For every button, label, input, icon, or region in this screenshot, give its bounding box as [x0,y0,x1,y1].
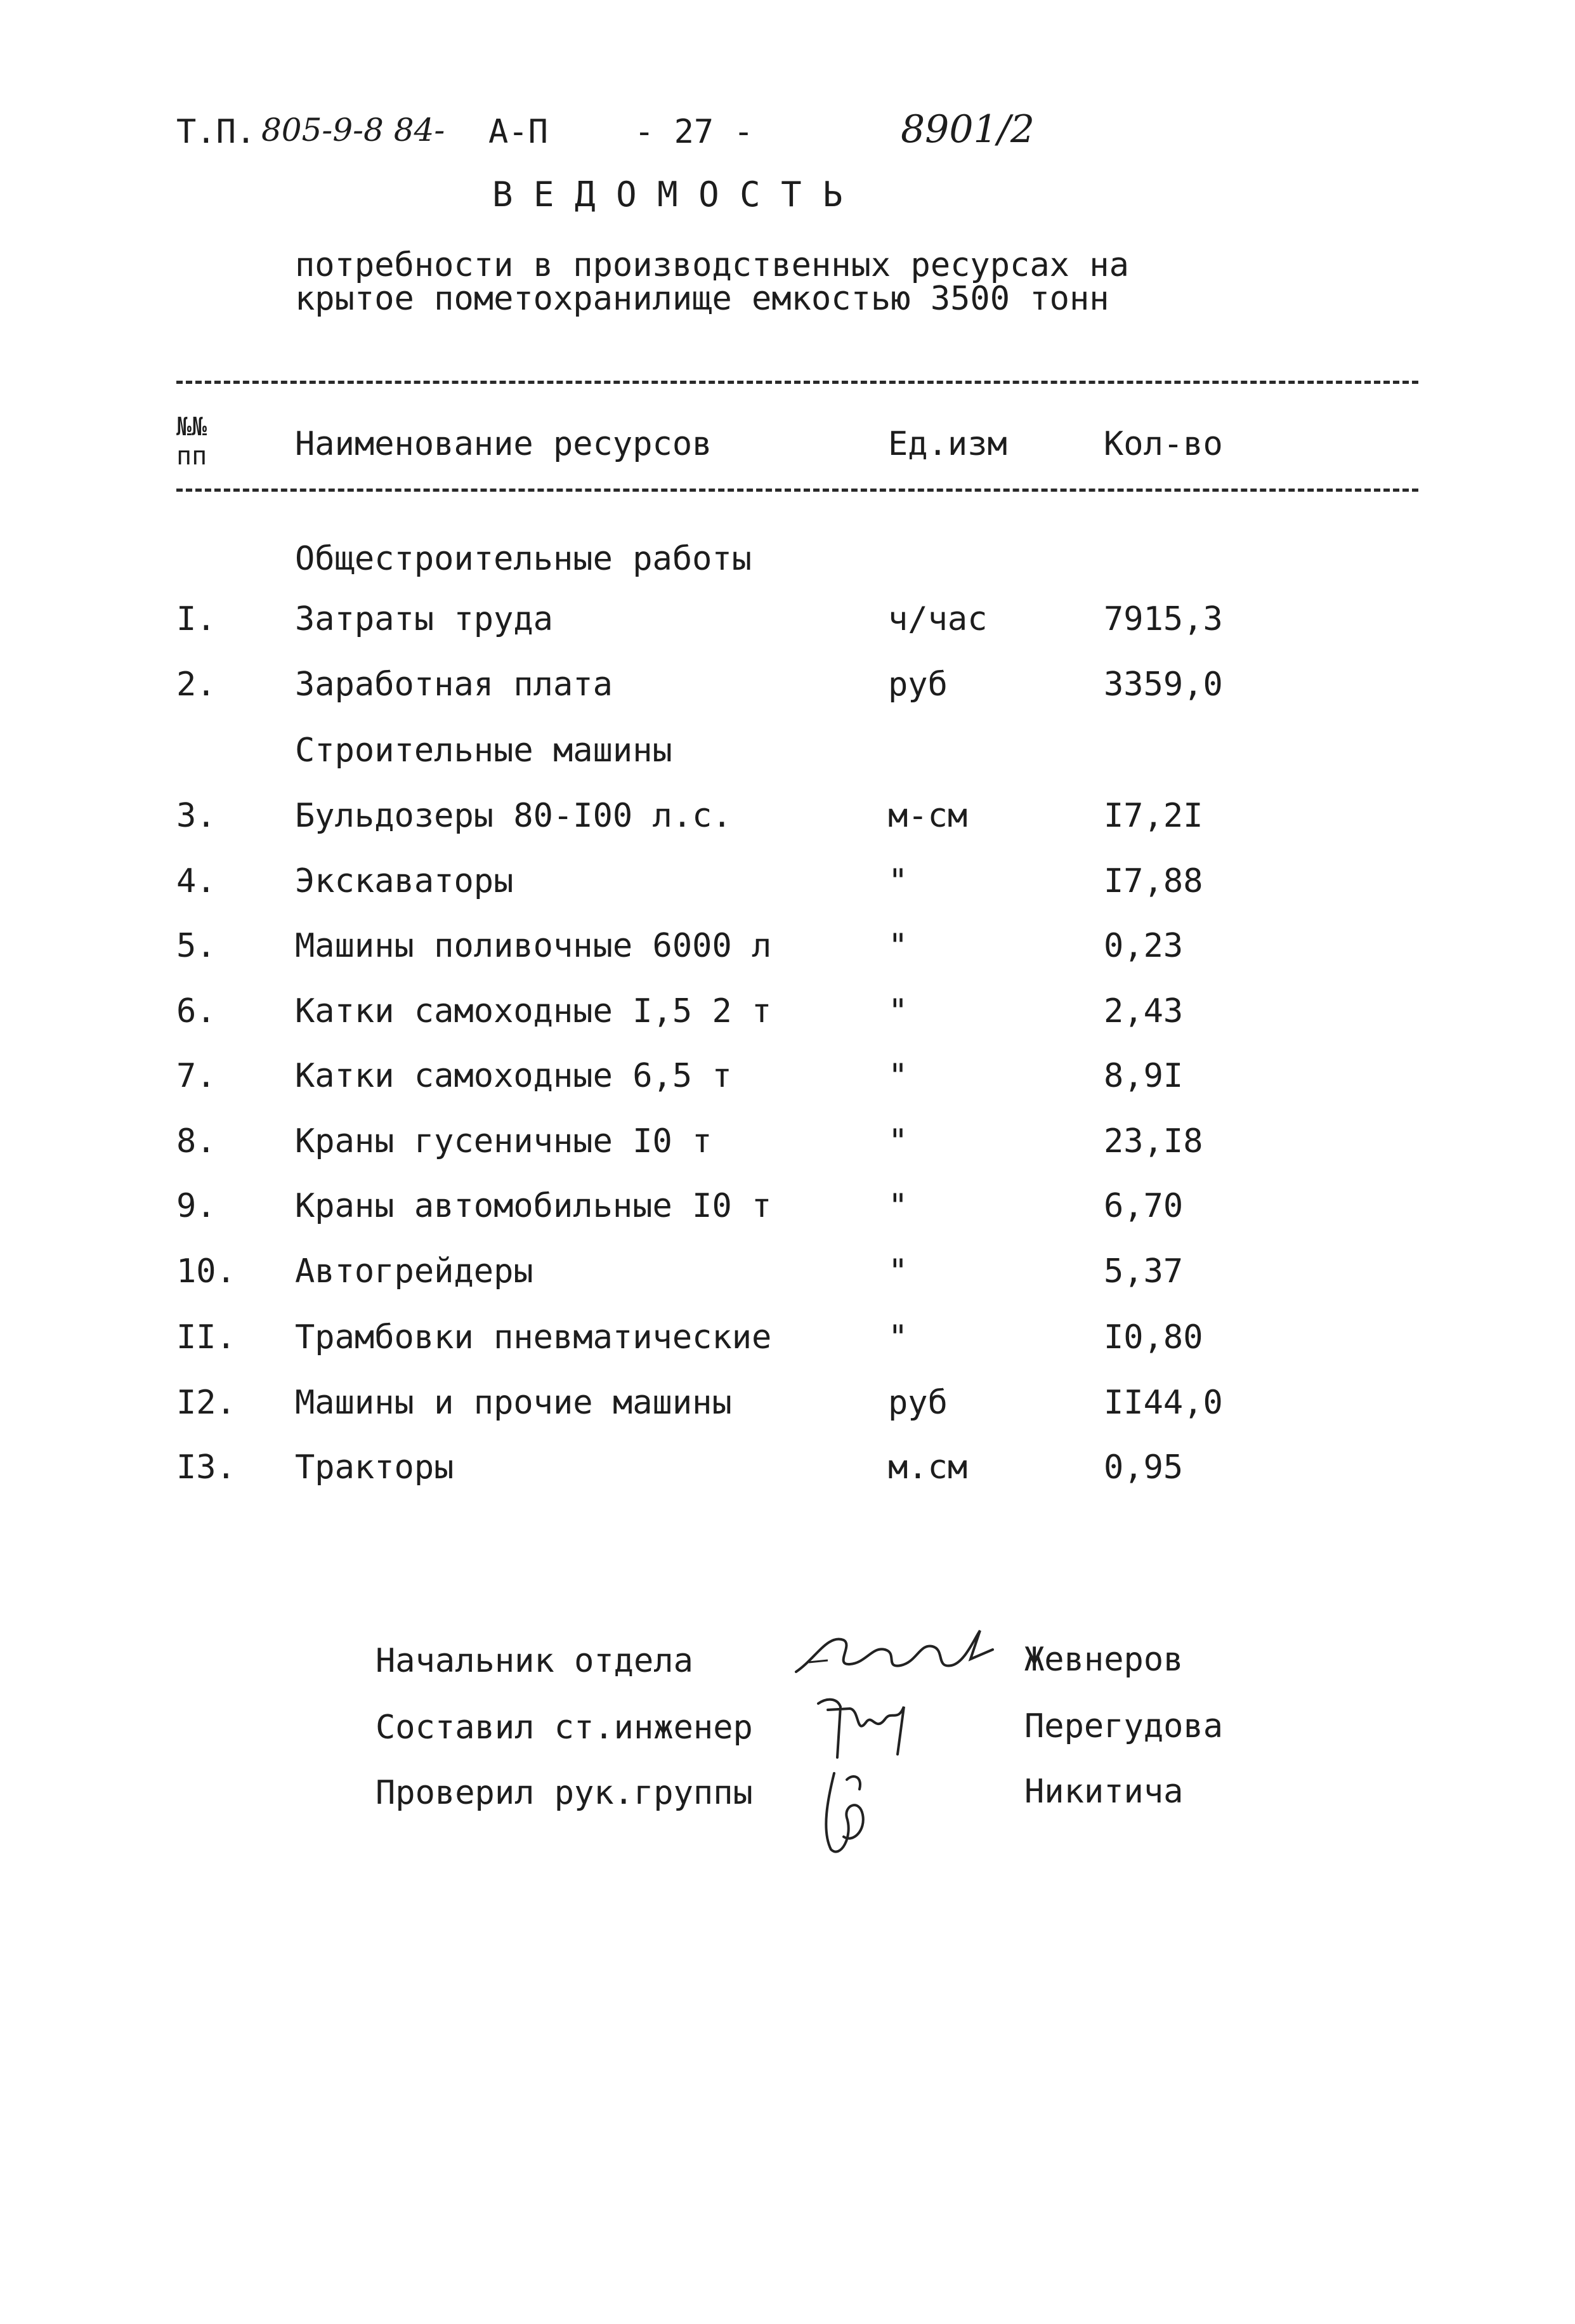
table-row [0,799,1575,857]
subtitle-line-1: потребности в производственных ресурсах на [295,246,1129,284]
row-name: Краны автомобильные I0 т [295,1187,772,1225]
row-qty: I7,88 [1104,862,1203,900]
row-qty: 6,70 [1104,1187,1184,1225]
row-number: I2. [176,1384,236,1422]
row-name: Заработная плата [295,666,613,704]
signature-name: Перегудова [1024,1707,1224,1745]
table-row [0,929,1575,987]
row-number: 5. [176,927,216,965]
archive-number: 8901/2 [901,107,1035,152]
table-row [0,1252,1575,1312]
table-row [0,1448,1575,1508]
row-unit: м-см [888,797,968,835]
tp-number: 805-9-8 84- [261,112,445,148]
row-name: Автогрейдеры [295,1252,533,1290]
signature-role: Составил ст.инженер [376,1709,753,1747]
row-name: Катки самоходные 6,5 т [295,1057,732,1095]
column-header-number-line2: пп [176,442,207,471]
section-title-machines: Строительные машины [295,732,672,770]
row-number: 7. [176,1057,216,1095]
column-header-name: Наименование ресурсов [295,425,712,463]
row-number: II. [176,1318,236,1356]
row-number: 3. [176,797,216,835]
row-unit: " [888,1318,908,1356]
section-title-general: Общестроительные работы [295,540,752,578]
tp-suffix: А-П [488,113,548,151]
column-header-number [176,412,207,471]
row-name: Машины поливочные 6000 л [295,927,772,965]
table-row [0,1057,1575,1117]
column-header-qty: Кол-во [1104,425,1223,463]
row-unit: " [888,1057,908,1095]
row-unit: " [888,992,908,1030]
table-header-rule [176,489,1418,492]
row-number: 6. [176,992,216,1030]
table-row [0,992,1575,1052]
row-qty: 0,95 [1104,1448,1184,1487]
row-unit: " [888,927,908,965]
column-header-number-line1: №№ [176,412,207,442]
row-qty: 8,9I [1104,1057,1184,1095]
row-number: 2. [176,666,216,704]
row-number: I. [176,600,216,638]
row-qty: 23,I8 [1104,1122,1203,1160]
table-row [0,1318,1575,1378]
row-number: 9. [176,1187,216,1225]
row-qty: 2,43 [1104,992,1184,1030]
table-row [0,668,1575,725]
row-name: Трамбовки пневматические [295,1318,772,1356]
row-unit: м.см [888,1448,968,1487]
row-number: 10. [176,1252,236,1290]
row-name: Затраты труда [295,600,553,638]
row-qty: 3359,0 [1104,666,1223,704]
row-unit: руб [888,1384,948,1422]
row-unit: руб [888,666,948,704]
row-name: Краны гусеничные I0 т [295,1122,712,1160]
row-number: 8. [176,1122,216,1160]
table-row [0,862,1575,922]
table-row [0,1187,1575,1247]
row-name: Катки самоходные I,5 2 т [295,992,772,1030]
signature-name: Жевнеров [1024,1641,1184,1679]
row-name: Машины и прочие машины [295,1384,732,1422]
row-number: 4. [176,862,216,900]
table-row [0,600,1575,660]
signature-role: Проверил рук.группы [376,1774,753,1812]
signature-role: Начальник отдела [376,1642,693,1680]
row-name: Тракторы [295,1448,454,1487]
row-qty: I7,2I [1104,797,1203,835]
row-unit: " [888,862,908,900]
tp-prefix: Т.П. [176,113,256,151]
row-qty: I0,80 [1104,1318,1203,1356]
table-top-rule [176,381,1418,384]
row-unit: " [888,1122,908,1160]
row-number: I3. [176,1448,236,1487]
row-qty: 7915,3 [1104,600,1223,638]
table-row [0,1122,1575,1182]
row-name: Бульдозеры 80-I00 л.с. [295,797,732,835]
table-row [0,1386,1575,1443]
signature-name: Никитича [1024,1773,1184,1811]
row-qty: 0,23 [1104,927,1184,965]
row-unit: " [888,1252,908,1290]
handwritten-signature-3 [809,1754,898,1862]
handwritten-signature-1 [790,1621,999,1691]
row-qty: 5,37 [1104,1252,1184,1290]
row-name: Экскаваторы [295,862,514,900]
document-title: В Е Д О М О С Т Ь [492,174,843,214]
row-qty: II44,0 [1104,1384,1223,1422]
page-number: - 27 - [634,113,754,151]
row-unit: " [888,1187,908,1225]
subtitle-line-2: крытое пометохранилище емкостью 3500 тонн [295,280,1109,318]
row-unit: ч/час [888,600,988,638]
column-header-unit: Ед.изм [888,425,1007,463]
